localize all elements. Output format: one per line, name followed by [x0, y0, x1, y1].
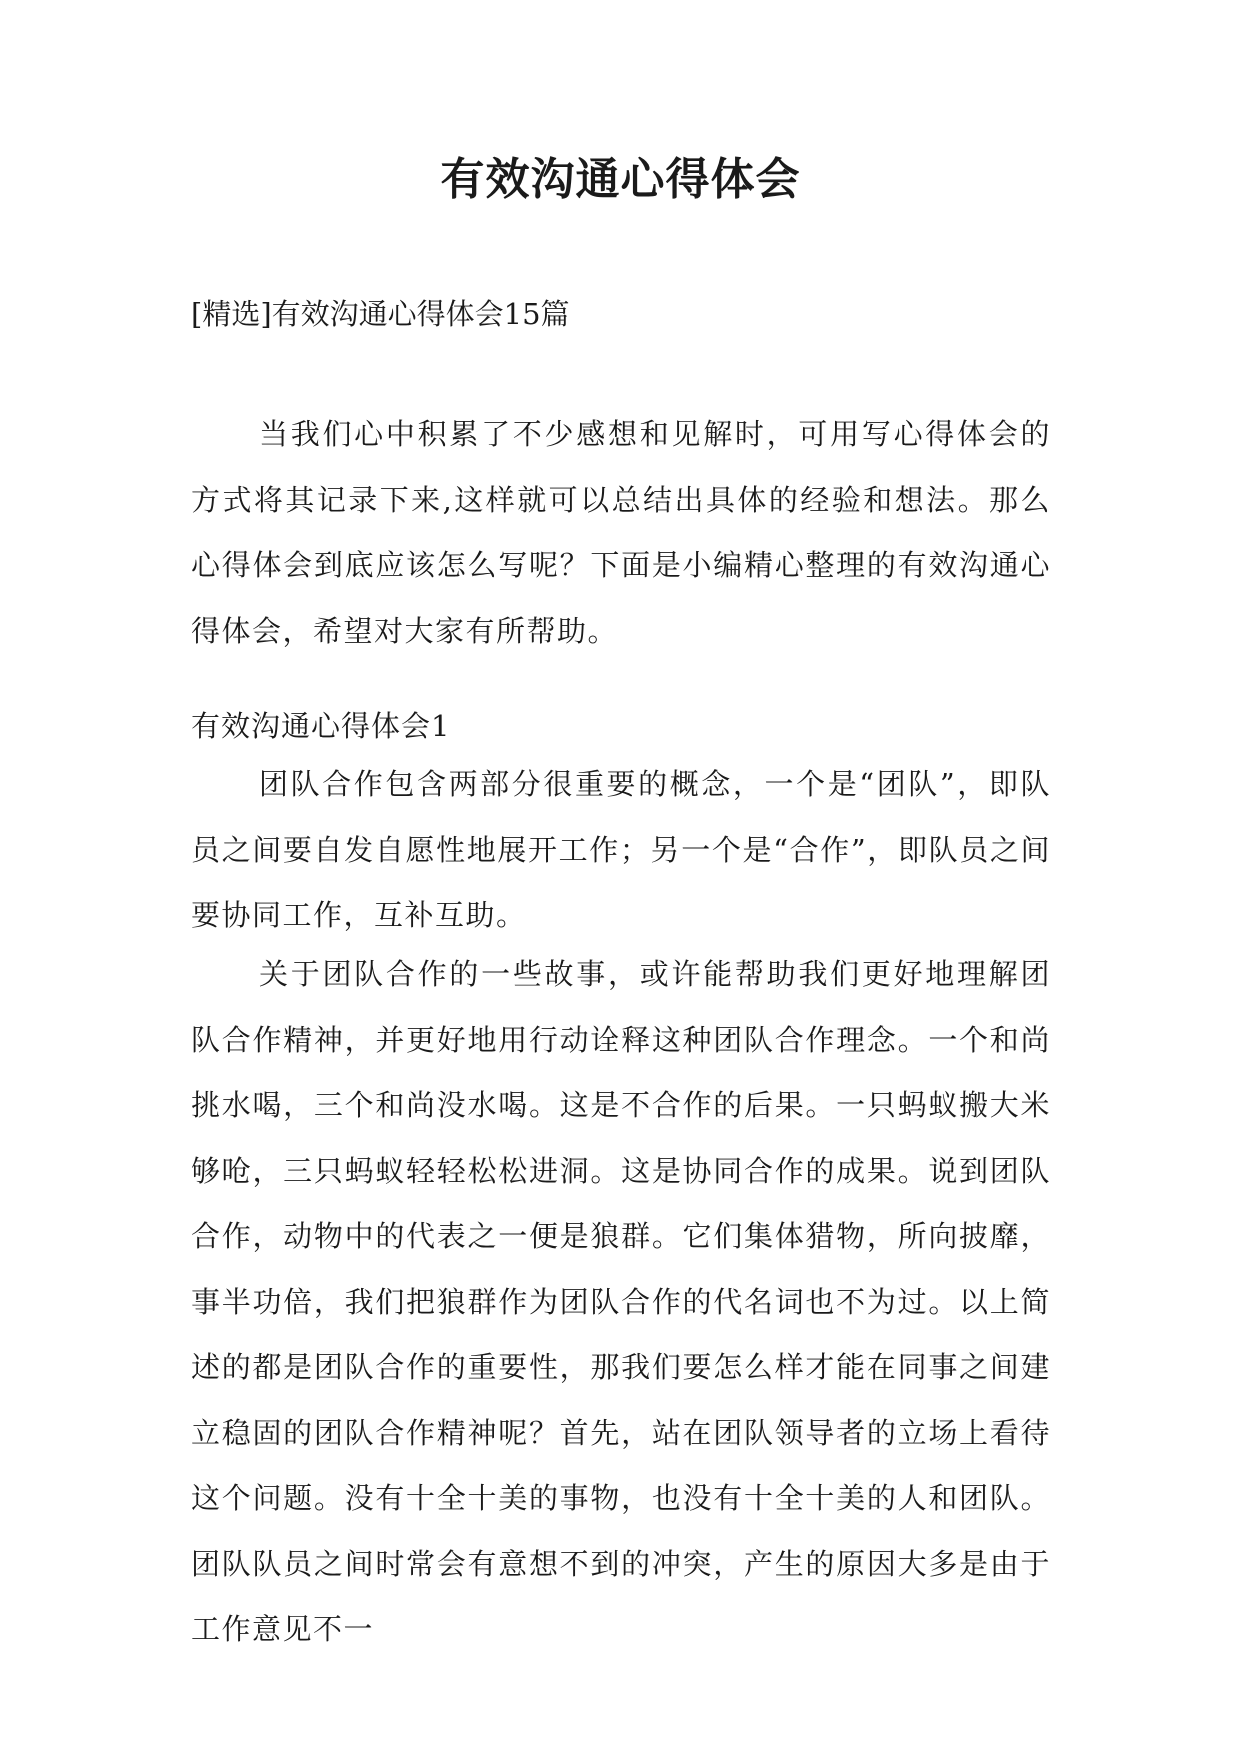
intro-paragraph: 当我们心中积累了不少感想和见解时，可用写心得体会的方式将其记录下来,这样就可以总结出具体的经验和想法。那么心得体会到底应该怎么写呢？下面是小编精心整理的有效沟通心得体会，希望对大家有所帮助。: [191, 417, 1051, 648]
body-paragraph: 关于团队合作的一些故事，或许能帮助我们更好地理解团队合作精神，并更好地用行动诠释这种团队合作理念。一个和尚挑水喝，三个和尚没水喝。这是不合作的后果。一只蚂蚁搬大米够呛，三只蚂蚁轻轻松松进洞。这是协同合作的成果。说到团队合作，动物中的代表之一便是狼群。它们集体猎物，所向披靡，事半功倍，我们把狼群作为团队合作的代名词也不为过。以上简述的都是团队合作的重要性，那我们要怎么样才能在同事之间建立稳固的团队合作精神呢？首先，站在团队领导者的立场上看待这个问题。没有十全十美的事物，也没有十全十美的人和团队。团队队员之间时常会有意想不到的冲突，产生的原因大多是由于工作意见不一: [191, 957, 1051, 1646]
document-subtitle: [精选]有效沟通心得体会15篇: [191, 297, 570, 331]
body-paragraph: 团队合作包含两部分很重要的概念，一个是“团队”，即队员之间要自发自愿性地展开工作；另一个是“合作”，即队员之间要协同工作，互补互助。: [191, 767, 1051, 932]
document-title: 有效沟通心得体会: [440, 154, 801, 205]
section-heading: 有效沟通心得体会1: [191, 709, 451, 743]
